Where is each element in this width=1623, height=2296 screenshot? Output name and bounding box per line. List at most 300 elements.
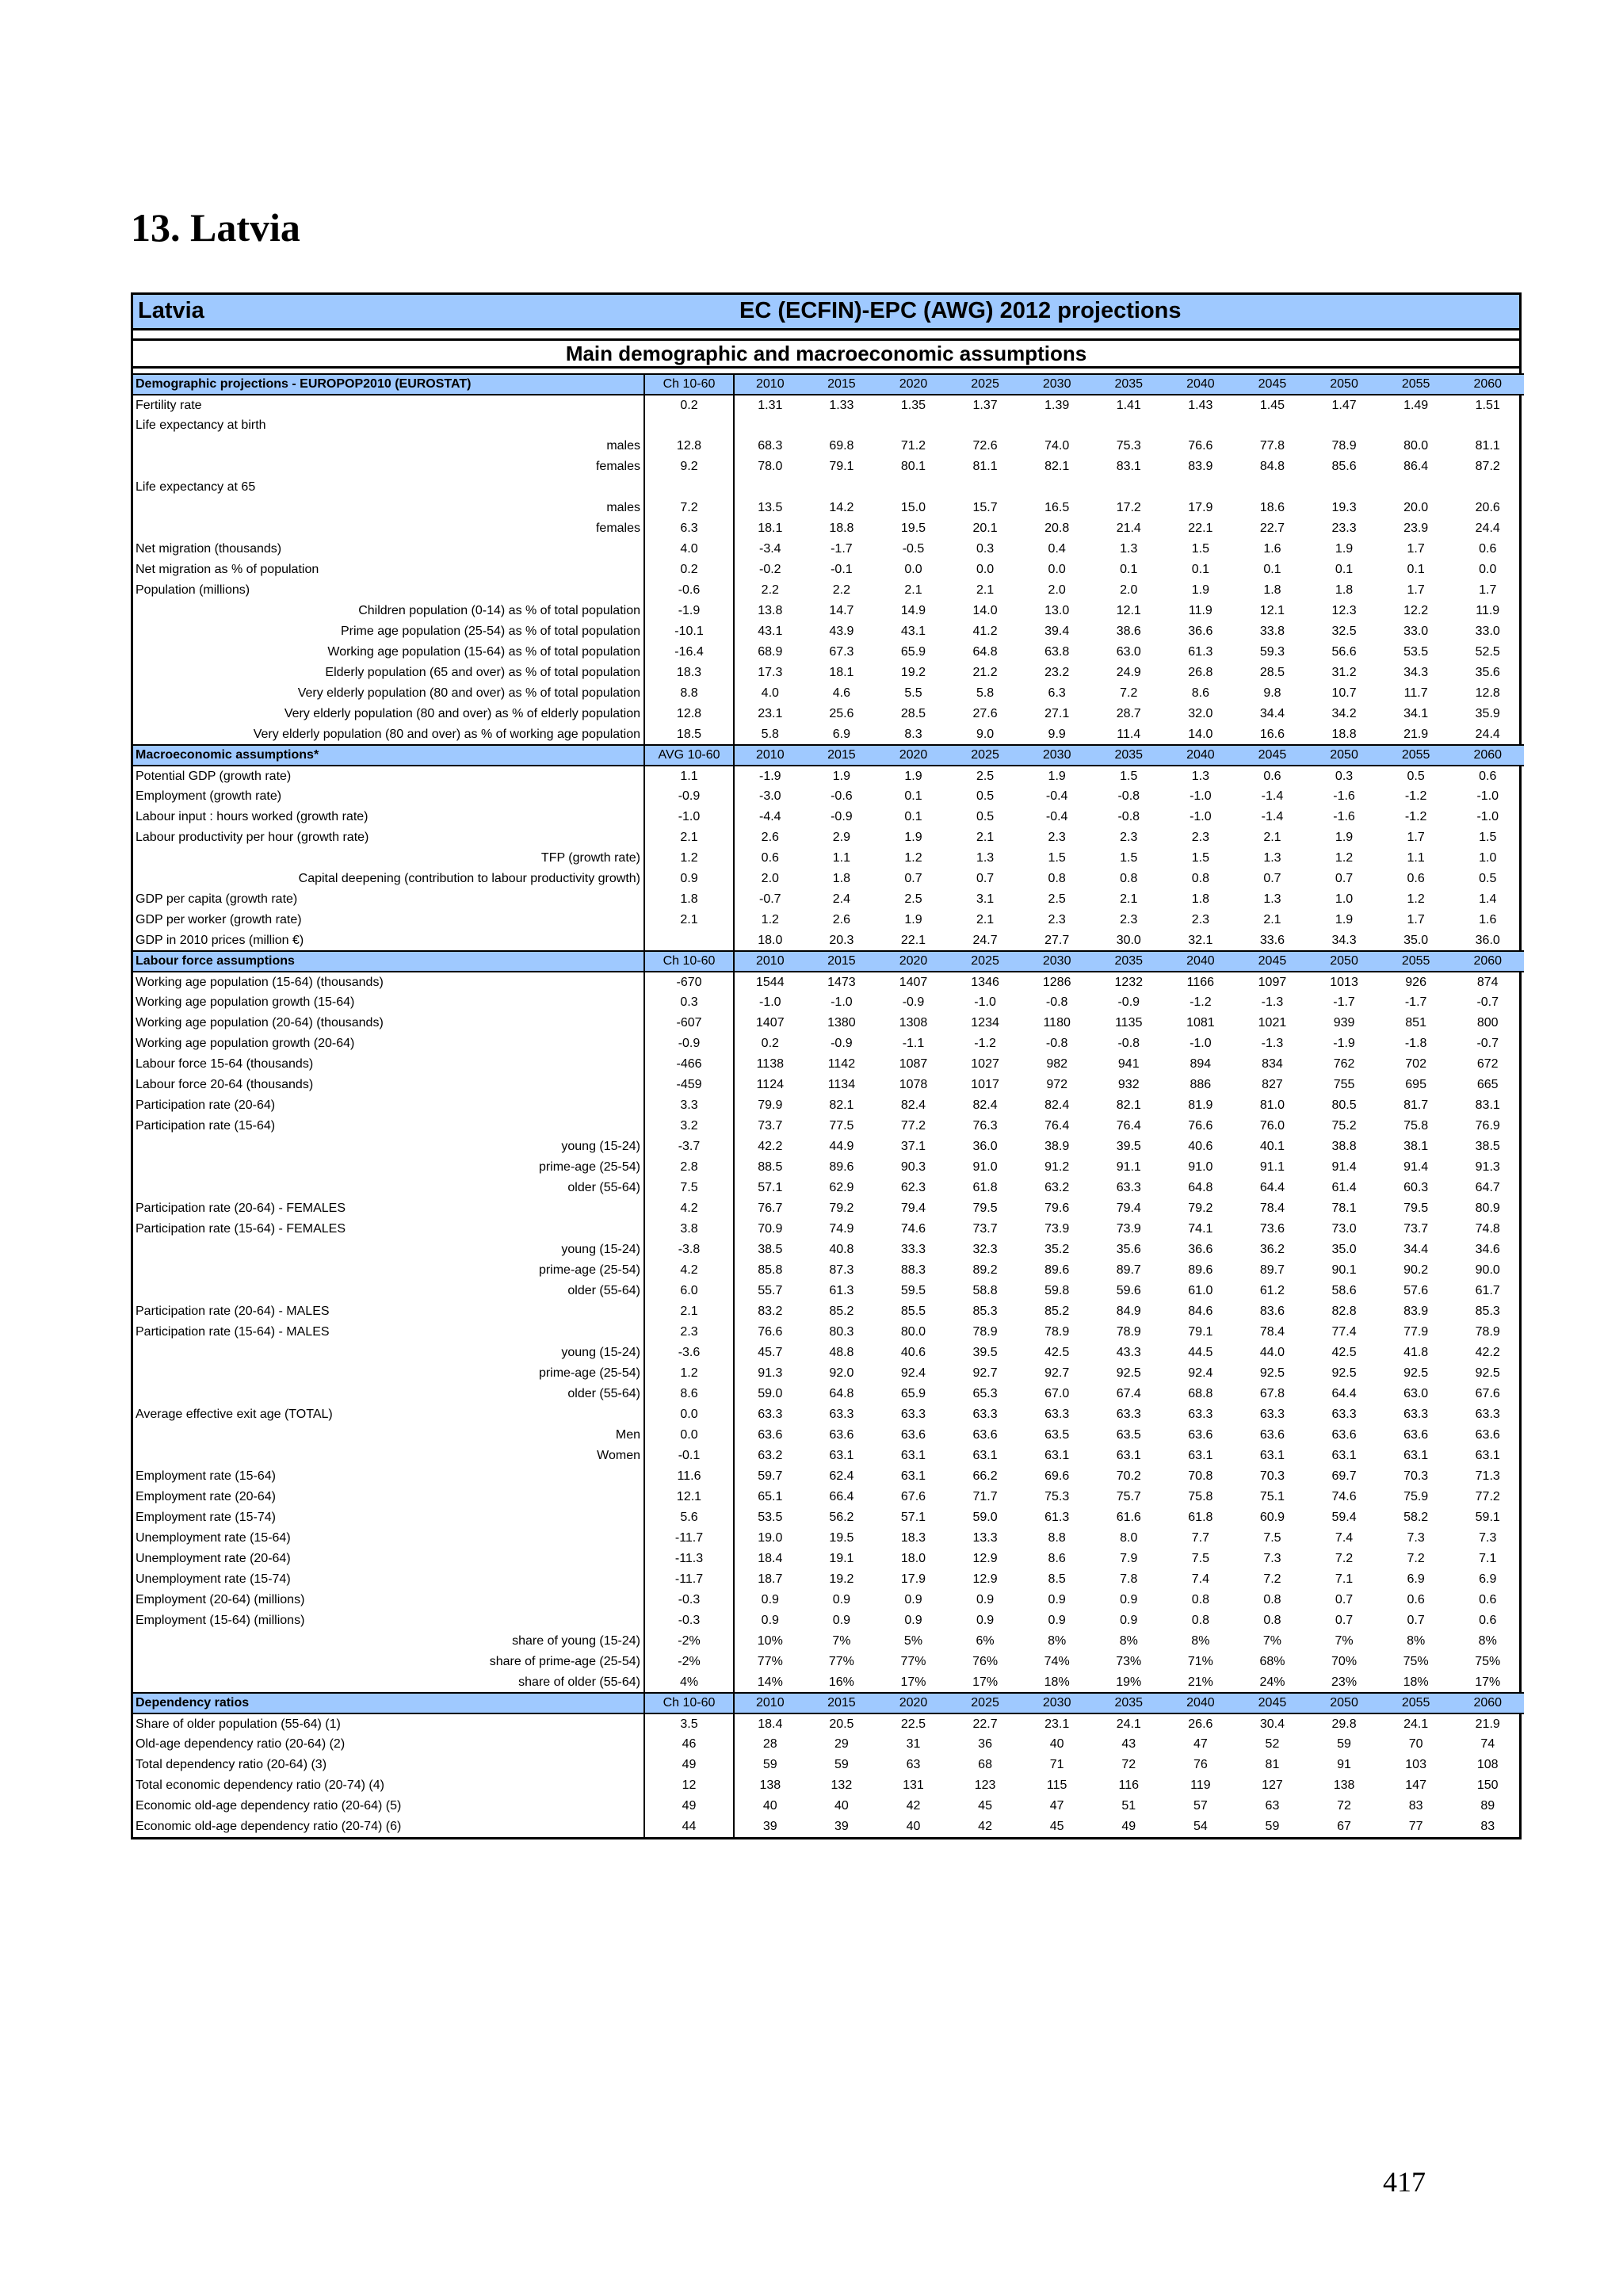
year-value: 63.0: [1116, 645, 1141, 659]
table-header-bar: [133, 295, 1519, 330]
year-value: 0.8: [1120, 872, 1138, 885]
year-value: [1021, 477, 1093, 498]
year-value: 77.5: [829, 1119, 854, 1133]
year-value: 834: [1262, 1057, 1283, 1071]
year-value: 24.1: [1116, 1717, 1141, 1731]
year-value: 0.3: [976, 542, 995, 556]
year-value: 82.1: [1044, 460, 1070, 473]
year-value: 74: [1480, 1737, 1495, 1751]
year-value: 7.7: [1191, 1531, 1209, 1545]
year-value: 78.4: [1259, 1325, 1285, 1339]
year-value: 54: [1193, 1820, 1208, 1833]
table-row: [133, 1054, 1524, 1075]
change-value: 0.9: [644, 869, 734, 889]
year-value: 1.9: [1335, 831, 1354, 844]
table-row: [133, 1713, 1524, 1734]
year-value: 0.6: [1263, 769, 1281, 783]
year-value: 63.6: [1331, 1428, 1357, 1442]
year-value: 59.1: [1475, 1511, 1500, 1524]
year-value: 75.3: [1116, 439, 1141, 453]
year-value: 92.5: [1116, 1366, 1141, 1380]
year-value: 7.4: [1191, 1572, 1209, 1586]
year-value: 63.1: [1259, 1449, 1285, 1462]
year-value: 33.8: [1259, 625, 1285, 638]
year-value: 19.1: [829, 1552, 854, 1565]
year-header: 2025: [949, 951, 1022, 972]
year-value: 2.3: [1120, 913, 1138, 926]
year-header: 2030: [1021, 374, 1093, 395]
year-value: 31: [906, 1737, 921, 1751]
year-value: 982: [1046, 1057, 1068, 1071]
year-value: 0.9: [761, 1593, 779, 1606]
year-header: 2040: [1165, 1693, 1237, 1713]
year-value: 1135: [1115, 1016, 1143, 1030]
change-value: [644, 477, 734, 498]
year-value: 40: [906, 1820, 921, 1833]
year-value: 57: [1193, 1799, 1208, 1813]
table-row: [133, 436, 1524, 457]
row-label: Labour force 15-64 (thousands): [133, 1054, 644, 1075]
year-value: 92.5: [1403, 1366, 1429, 1380]
row-label: TFP (growth rate): [133, 848, 644, 869]
row-label: Share of older population (55-64) (1): [133, 1713, 644, 1734]
year-value: 92.4: [1188, 1366, 1213, 1380]
year-value: 47: [1193, 1737, 1208, 1751]
year-value: 39: [762, 1820, 777, 1833]
year-value: 851: [1405, 1016, 1426, 1030]
year-value: 59.6: [1116, 1284, 1141, 1297]
table-row: [133, 1817, 1524, 1837]
section-change-label: AVG 10-60: [644, 745, 734, 766]
year-value: 37.1: [900, 1140, 926, 1153]
row-label: Net migration (thousands): [133, 539, 644, 560]
year-value: 85.2: [1044, 1305, 1070, 1318]
year-value: 2.1: [1120, 892, 1138, 906]
year-value: 30.0: [1116, 933, 1141, 947]
year-header: 2010: [734, 745, 806, 766]
year-value: -0.8: [1117, 789, 1140, 803]
year-value: 67.0: [1044, 1387, 1070, 1400]
row-label: Potential GDP (growth rate): [133, 766, 644, 786]
year-value: 71.2: [900, 439, 926, 453]
year-value: 77%: [757, 1655, 783, 1668]
year-header: 2055: [1380, 1693, 1452, 1713]
year-value: 61.8: [972, 1181, 998, 1194]
year-value: 115: [1046, 1778, 1067, 1792]
year-value: 1.7: [1407, 913, 1425, 926]
year-value: 79.9: [758, 1098, 783, 1112]
year-value: 90.2: [1403, 1263, 1429, 1277]
year-value: 89.6: [829, 1160, 854, 1174]
change-value: 12.1: [644, 1487, 734, 1507]
year-value: 1124: [756, 1078, 784, 1091]
year-value: 57.1: [900, 1511, 926, 1524]
year-header: 2040: [1165, 951, 1237, 972]
year-value: 68.8: [1188, 1387, 1213, 1400]
change-value: -1.0: [644, 807, 734, 827]
year-value: 0.9: [1120, 1614, 1138, 1627]
year-value: 45: [978, 1799, 992, 1813]
year-value: 73.9: [1116, 1222, 1141, 1236]
year-value: 18.3: [900, 1531, 926, 1545]
year-value: 2.1: [976, 583, 995, 597]
year-value: 1.9: [1048, 769, 1066, 783]
year-value: 82.1: [1116, 1098, 1141, 1112]
year-value: 69.7: [1331, 1469, 1357, 1483]
year-value: 77%: [828, 1655, 854, 1668]
year-value: 78.9: [1116, 1325, 1141, 1339]
year-value: 22.5: [900, 1717, 926, 1731]
section-header-row: [133, 745, 1524, 766]
year-header: 2040: [1165, 745, 1237, 766]
year-value: 21%: [1187, 1675, 1213, 1689]
year-value: 72: [1121, 1758, 1136, 1771]
change-value: -3.8: [644, 1240, 734, 1260]
year-value: 77.9: [1403, 1325, 1429, 1339]
change-value: -3.7: [644, 1137, 734, 1157]
row-label: Working age population growth (20-64): [133, 1033, 644, 1054]
year-value: 35.6: [1475, 666, 1500, 679]
year-value: 12.1: [1116, 604, 1141, 617]
year-value: 762: [1333, 1057, 1355, 1071]
year-value: 7.2: [1335, 1552, 1354, 1565]
year-value: -1.7: [831, 542, 853, 556]
year-value: 38.5: [758, 1243, 783, 1256]
year-value: 81.0: [1259, 1098, 1285, 1112]
year-value: 63.1: [1475, 1449, 1500, 1462]
year-value: -0.5: [902, 542, 925, 556]
year-value: 80.1: [900, 460, 926, 473]
year-value: [1380, 477, 1452, 498]
year-value: 42.5: [1044, 1346, 1070, 1359]
year-value: 91.1: [1259, 1160, 1285, 1174]
year-header: 2045: [1236, 951, 1308, 972]
year-value: 18.1: [829, 666, 854, 679]
year-value: 19.5: [829, 1531, 854, 1545]
year-value: 74.9: [829, 1222, 854, 1236]
year-value: 77.2: [900, 1119, 926, 1133]
year-value: 17.9: [900, 1572, 926, 1586]
year-value: 22.7: [1259, 521, 1285, 535]
year-value: 91.3: [758, 1366, 783, 1380]
year-value: 1.41: [1116, 398, 1141, 412]
table-row: [133, 1363, 1524, 1384]
year-header: 2020: [877, 951, 949, 972]
year-value: 65.9: [900, 1387, 926, 1400]
year-value: 32.1: [1188, 933, 1213, 947]
year-value: 0.0: [1479, 563, 1497, 576]
year-value: 91.1: [1116, 1160, 1141, 1174]
year-value: 1380: [827, 1016, 856, 1030]
year-value: 1.2: [1407, 892, 1425, 906]
year-value: -1.0: [759, 995, 781, 1009]
year-value: 9.9: [1048, 727, 1066, 741]
year-value: 79.4: [1116, 1201, 1141, 1215]
year-value: 0.7: [1335, 1593, 1354, 1606]
year-value: 79.5: [972, 1201, 998, 1215]
year-value: 0.1: [1335, 563, 1354, 576]
year-value: 0.7: [1263, 872, 1281, 885]
year-value: 665: [1476, 1078, 1499, 1091]
year-header: 2045: [1236, 1693, 1308, 1713]
year-value: 7.5: [1191, 1552, 1209, 1565]
year-value: 1.5: [1048, 851, 1066, 865]
year-value: 89: [1480, 1799, 1495, 1813]
row-label: Working age population (15-64) as % of total population: [133, 642, 644, 663]
change-value: 0.0: [644, 1404, 734, 1425]
year-value: 0.7: [904, 872, 922, 885]
year-value: 59.7: [758, 1469, 783, 1483]
year-value: 24%: [1259, 1675, 1285, 1689]
year-value: 44.0: [1259, 1346, 1285, 1359]
year-value: -0.4: [1045, 810, 1068, 823]
year-value: 0.4: [1048, 542, 1066, 556]
year-value: -1.1: [902, 1037, 925, 1050]
year-value: 76.6: [1188, 1119, 1213, 1133]
year-value: 92.5: [1259, 1366, 1285, 1380]
year-value: 8%: [1048, 1634, 1067, 1648]
year-value: 70.3: [1259, 1469, 1285, 1483]
year-value: 0.5: [976, 789, 995, 803]
year-value: 2.1: [976, 831, 995, 844]
year-value: 70.9: [758, 1222, 783, 1236]
year-value: 59.8: [1044, 1284, 1070, 1297]
year-value: -1.7: [1333, 995, 1355, 1009]
change-value: 4.2: [644, 1260, 734, 1281]
year-value: 92.5: [1331, 1366, 1357, 1380]
year-value: 1166: [1186, 975, 1215, 989]
year-header: 2010: [734, 1693, 806, 1713]
year-value: 60.3: [1403, 1181, 1429, 1194]
year-value: 2.3: [1120, 831, 1138, 844]
table-row: [133, 1590, 1524, 1610]
row-label: share of young (15-24): [133, 1631, 644, 1652]
year-value: 8%: [1478, 1634, 1497, 1648]
year-value: 43.1: [758, 625, 783, 638]
year-value: 5.8: [976, 686, 995, 700]
year-value: 70.8: [1188, 1469, 1213, 1483]
year-value: 0.5: [1479, 872, 1497, 885]
table-row: [133, 1466, 1524, 1487]
year-value: 63.1: [1403, 1449, 1429, 1462]
year-value: 4.0: [761, 686, 779, 700]
year-value: 69.8: [829, 439, 854, 453]
table-row: [133, 1198, 1524, 1219]
year-value: 27.1: [1044, 707, 1070, 720]
row-label: GDP per worker (growth rate): [133, 910, 644, 930]
year-value: 81.7: [1403, 1098, 1429, 1112]
year-value: 8.6: [1191, 686, 1209, 700]
year-value: 7.1: [1479, 1552, 1497, 1565]
year-value: 0.1: [904, 810, 922, 823]
year-value: 52.5: [1475, 645, 1500, 659]
year-value: 63.1: [900, 1469, 926, 1483]
year-value: 63.3: [1188, 1408, 1213, 1421]
year-value: 81.9: [1188, 1098, 1213, 1112]
year-value: 1473: [827, 975, 856, 989]
year-value: 0.0: [976, 563, 995, 576]
table-row: [133, 1013, 1524, 1033]
year-value: -0.7: [759, 892, 781, 906]
year-value: 85.8: [758, 1263, 783, 1277]
year-value: 85.5: [900, 1305, 926, 1318]
year-value: 63.2: [758, 1449, 783, 1462]
year-value: 24.1: [1403, 1717, 1429, 1731]
table-row: [133, 786, 1524, 807]
year-value: 71%: [1187, 1655, 1213, 1668]
year-value: 22.1: [900, 933, 926, 947]
year-value: 72.6: [972, 439, 998, 453]
table-row: [133, 1095, 1524, 1116]
year-value: 60.9: [1259, 1511, 1285, 1524]
change-value: 8.6: [644, 1384, 734, 1404]
year-value: 28.5: [900, 707, 926, 720]
year-value: 1407: [756, 1016, 785, 1030]
table-row: [133, 1343, 1524, 1363]
year-value: 67.4: [1116, 1387, 1141, 1400]
year-header: 2020: [877, 374, 949, 395]
year-value: 61.3: [1188, 645, 1213, 659]
row-label: Participation rate (15-64) - MALES: [133, 1322, 644, 1343]
year-value: 24.9: [1116, 666, 1141, 679]
row-label: share of older (55-64): [133, 1672, 644, 1693]
year-value: 17%: [972, 1675, 999, 1689]
year-value: 2.6: [761, 831, 779, 844]
year-value: 69.6: [1044, 1469, 1070, 1483]
year-header: 2025: [949, 1693, 1022, 1713]
row-label: Employment rate (15-64): [133, 1466, 644, 1487]
row-label: Labour productivity per hour (growth rate): [133, 827, 644, 848]
change-value: 18.3: [644, 663, 734, 683]
year-value: 2.1: [904, 583, 922, 597]
year-value: 39: [834, 1820, 849, 1833]
year-value: [1093, 477, 1165, 498]
table-row: [133, 683, 1524, 704]
table-row: [133, 1734, 1524, 1755]
year-value: 82.4: [972, 1098, 998, 1112]
year-value: 74%: [1044, 1655, 1070, 1668]
year-value: 79.4: [900, 1201, 926, 1215]
year-header: 2025: [949, 745, 1022, 766]
year-header: 2050: [1308, 374, 1381, 395]
table-row: [133, 1404, 1524, 1425]
year-value: -1.0: [831, 995, 853, 1009]
year-value: 1142: [827, 1057, 856, 1071]
year-value: 79.2: [829, 1201, 854, 1215]
year-value: 1.9: [904, 831, 922, 844]
year-value: -0.8: [1117, 810, 1140, 823]
year-header: 2030: [1021, 1693, 1093, 1713]
row-label: Capital deepening (contribution to labour productivity growth): [133, 869, 644, 889]
row-label: Participation rate (20-64) - FEMALES: [133, 1198, 644, 1219]
year-value: 59.5: [900, 1284, 926, 1297]
year-value: 14.7: [829, 604, 854, 617]
year-value: 63.5: [1116, 1428, 1141, 1442]
year-value: 73.6: [1259, 1222, 1285, 1236]
year-value: 59: [762, 1758, 777, 1771]
year-value: 7.4: [1335, 1531, 1354, 1545]
change-value: 5.6: [644, 1507, 734, 1528]
year-value: 1.8: [832, 872, 851, 885]
year-value: 40.6: [900, 1346, 926, 1359]
table-row: [133, 869, 1524, 889]
year-value: 0.8: [1191, 1614, 1209, 1627]
year-value: -0.9: [831, 810, 853, 823]
year-value: 1078: [899, 1078, 928, 1091]
year-value: 74.1: [1188, 1222, 1213, 1236]
row-label: Old-age dependency ratio (20-64) (2): [133, 1734, 644, 1755]
year-value: -1.4: [1261, 789, 1284, 803]
year-value: 9.0: [976, 727, 995, 741]
year-value: 0.8: [1048, 872, 1066, 885]
table-row: [133, 889, 1524, 910]
year-value: 66.2: [972, 1469, 998, 1483]
year-value: 35.0: [1403, 933, 1429, 947]
year-value: 42: [978, 1820, 992, 1833]
year-value: 42.2: [758, 1140, 783, 1153]
year-value: 34.4: [1403, 1243, 1429, 1256]
table-row: [133, 1487, 1524, 1507]
year-value: 2.3: [1048, 831, 1066, 844]
year-header: 2050: [1308, 1693, 1381, 1713]
row-label: Very elderly population (80 and over) as % of elderly population: [133, 704, 644, 724]
year-value: 116: [1118, 1778, 1140, 1792]
change-value: 1.8: [644, 889, 734, 910]
year-value: 63.3: [1044, 1408, 1070, 1421]
year-value: 5%: [903, 1634, 923, 1648]
year-value: 61.2: [1259, 1284, 1285, 1297]
change-value: -0.9: [644, 786, 734, 807]
year-header: 2015: [806, 374, 878, 395]
year-header: 2040: [1165, 374, 1237, 395]
year-value: 73.9: [1044, 1222, 1070, 1236]
year-value: 73.7: [1403, 1222, 1429, 1236]
year-value: 73.7: [972, 1222, 998, 1236]
table-row: [133, 560, 1524, 580]
year-value: 63.6: [972, 1428, 998, 1442]
year-value: 87.3: [829, 1263, 854, 1277]
row-label: Net migration as % of population: [133, 560, 644, 580]
year-value: 68.9: [758, 645, 783, 659]
table-row: [133, 1755, 1524, 1775]
year-value: 1097: [1258, 975, 1287, 989]
year-value: 35.9: [1475, 707, 1500, 720]
year-value: 1017: [971, 1078, 999, 1091]
year-value: 63.6: [900, 1428, 926, 1442]
year-value: 33.0: [1475, 625, 1500, 638]
year-value: [1165, 477, 1237, 498]
year-value: -1.0: [1476, 789, 1499, 803]
year-value: 1.0: [1335, 892, 1354, 906]
year-header: 2035: [1093, 1693, 1165, 1713]
year-value: 22.7: [972, 1717, 998, 1731]
year-value: 70%: [1331, 1655, 1358, 1668]
year-value: 83: [1480, 1820, 1495, 1833]
change-value: 1.2: [644, 1363, 734, 1384]
year-header: 2015: [806, 951, 878, 972]
year-value: 0.8: [1263, 1614, 1281, 1627]
year-value: 1.39: [1044, 398, 1070, 412]
row-label: Unemployment rate (20-64): [133, 1549, 644, 1569]
row-label: Labour input : hours worked (growth rate): [133, 807, 644, 827]
year-value: 34.3: [1331, 933, 1357, 947]
year-value: 62.4: [829, 1469, 854, 1483]
year-value: 0.9: [904, 1593, 922, 1606]
year-value: 18.6: [1259, 501, 1285, 514]
year-value: 76.3: [972, 1119, 998, 1133]
year-value: 0.6: [1407, 1593, 1425, 1606]
year-value: 1.9: [1335, 542, 1354, 556]
